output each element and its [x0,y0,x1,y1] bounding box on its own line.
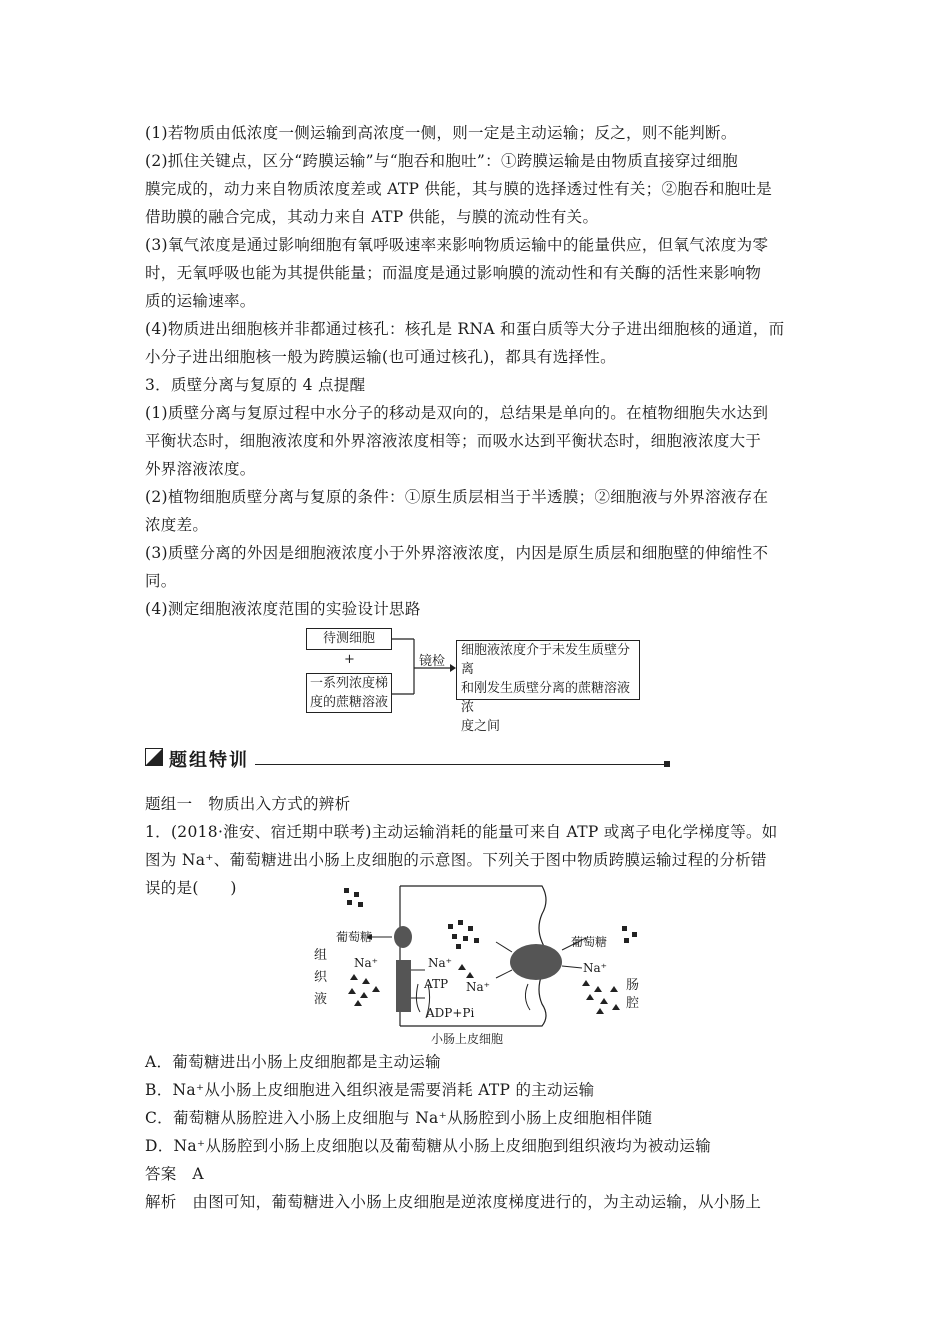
body-line: (4)测定细胞液浓度范围的实验设计思路 [145,600,421,618]
diagram-label-na-inner: Na⁺ [466,980,490,994]
diagram-label-tissue-fluid-3: 液 [314,992,328,1007]
section-title: 题组特训 [169,750,249,771]
section-header [145,746,825,770]
flow-result-line2: 和刚发生质壁分离的蔗糖溶液浓 [461,681,631,715]
diagram-label-atp: ATP [424,977,449,991]
body-line: 借助膜的融合完成，其动力来自 ATP 供能，与膜的流动性有关。 [145,208,599,226]
body-line: (3)质壁分离的外因是细胞液浓度小于外界溶液浓度，内因是原生质层和细胞壁的伸缩性不 [145,544,769,562]
question-stem: 误的是( ) [145,879,237,897]
body-line: (3)氧气浓度是通过影响细胞有氧呼吸速率来影响物质运输中的能量供应，但氧气浓度为零 [145,236,769,254]
diagram-label-intestine-2: 腔 [626,996,640,1011]
question-stem: 1．(2018·淮安、宿迁期中联考)主动运输消耗的能量可来自 ATP 或离子电化学梯度等。如 [145,823,778,841]
body-line: (1)质壁分离与复原过程中水分子的移动是双向的，总结果是单向的。在植物细胞失水达到 [145,404,769,422]
diagram-label-adp: ADP+Pi [426,1006,475,1020]
diagram-label-na-left: Na⁺ [354,956,378,970]
section-rule-end [664,761,670,767]
body-line: 浓度差。 [145,516,209,534]
body-line: (1)若物质由低浓度一侧运输到高浓度一侧，则一定是主动运输；反之，则不能判断。 [145,124,737,142]
option-c: C．葡萄糖从肠腔进入小肠上皮细胞与 Na⁺从肠腔到小肠上皮细胞相伴随 [145,1109,653,1127]
flow-result-line3: 度之间 [461,719,501,734]
body-line: 同。 [145,572,177,590]
body-line: 膜完成的，动力来自物质浓度差或 ATP 供能，其与膜的选择透过性有关；②胞吞和胞吐是 [145,180,773,198]
flow-box-result [456,640,640,734]
diagram-label-na-right: Na⁺ [583,961,607,975]
question-stem: 图为 Na⁺、葡萄糖进出小肠上皮细胞的示意图。下列关于图中物质跨膜运输过程的分析错 [145,851,767,869]
flow-plus: + [344,652,355,667]
option-a: A．葡萄糖进出小肠上皮细胞都是主动运输 [145,1053,441,1071]
flow-connector [392,628,456,714]
body-line: 小分子进出细胞核一般为跨膜运输(也可通过核孔)，都具有选择性。 [145,348,616,366]
diagram-label-tissue-fluid-1: 组 [314,948,328,963]
diagram-label-intestine-1: 肠 [626,978,640,993]
body-line: 时，无氧呼吸也能为其提供能量；而温度是通过影响膜的流动性和有关酶的活性来影响物 [145,264,762,282]
body-line: (4)物质进出细胞核并非都通过核孔：核孔是 RNA 和蛋白质等大分子进出细胞核的通道，而 [145,320,785,338]
option-d: D．Na⁺从肠腔到小肠上皮细胞以及葡萄糖从小肠上皮细胞到组织液均为被动运输 [145,1137,712,1155]
body-line: 质的运输速率。 [145,292,256,310]
body-line: (2)植物细胞质壁分离与复原的条件：①原生质层相当于半透膜；②细胞液与外界溶液存在 [145,488,769,506]
diagram-label-tissue-fluid-2: 织 [314,970,328,985]
section-subheading: 3．质壁分离与复原的 4 点提醒 [145,376,366,394]
analysis-line: 解析 由图可知，葡萄糖进入小肠上皮细胞是逆浓度梯度进行的，为主动运输，从小肠上 [145,1193,762,1211]
body-line: (2)抓住关键点，区分“跨膜运输”与“胞吞和胞吐”：①跨膜运输是由物质直接穿过细胞 [145,152,738,170]
diagram-label-glucose-left: 葡萄糖 [336,930,373,944]
flow-box-solutions [306,673,392,713]
flow-box-solutions-line1: 一系列浓度梯 [309,676,388,691]
flow-box-solutions-line2: 度的蔗糖溶液 [309,695,388,710]
flow-result-line1: 细胞液浓度介于未发生质壁分离 [461,643,631,677]
diagram-caption: 小肠上皮细胞 [431,1032,504,1046]
section-marker-icon [145,748,163,766]
flow-box-cells: 待测细胞 [306,628,392,650]
question-group-title: 题组一 物质出入方式的辨析 [145,795,351,813]
body-line: 外界溶液浓度。 [145,460,256,478]
answer-line: 答案 A [145,1165,204,1183]
section-rule [255,764,665,765]
diagram-label-glucose-right: 葡萄糖 [571,935,608,949]
body-line: 平衡状态时，细胞液浓度和外界溶液浓度相等；而吸水达到平衡状态时，细胞液浓度大于 [145,432,762,450]
diagram-label-na-mid: Na⁺ [428,956,452,970]
option-b: B．Na⁺从小肠上皮细胞进入组织液是需要消耗 ATP 的主动运输 [145,1081,595,1099]
flow-arrow-label: 镜检 [419,654,446,669]
